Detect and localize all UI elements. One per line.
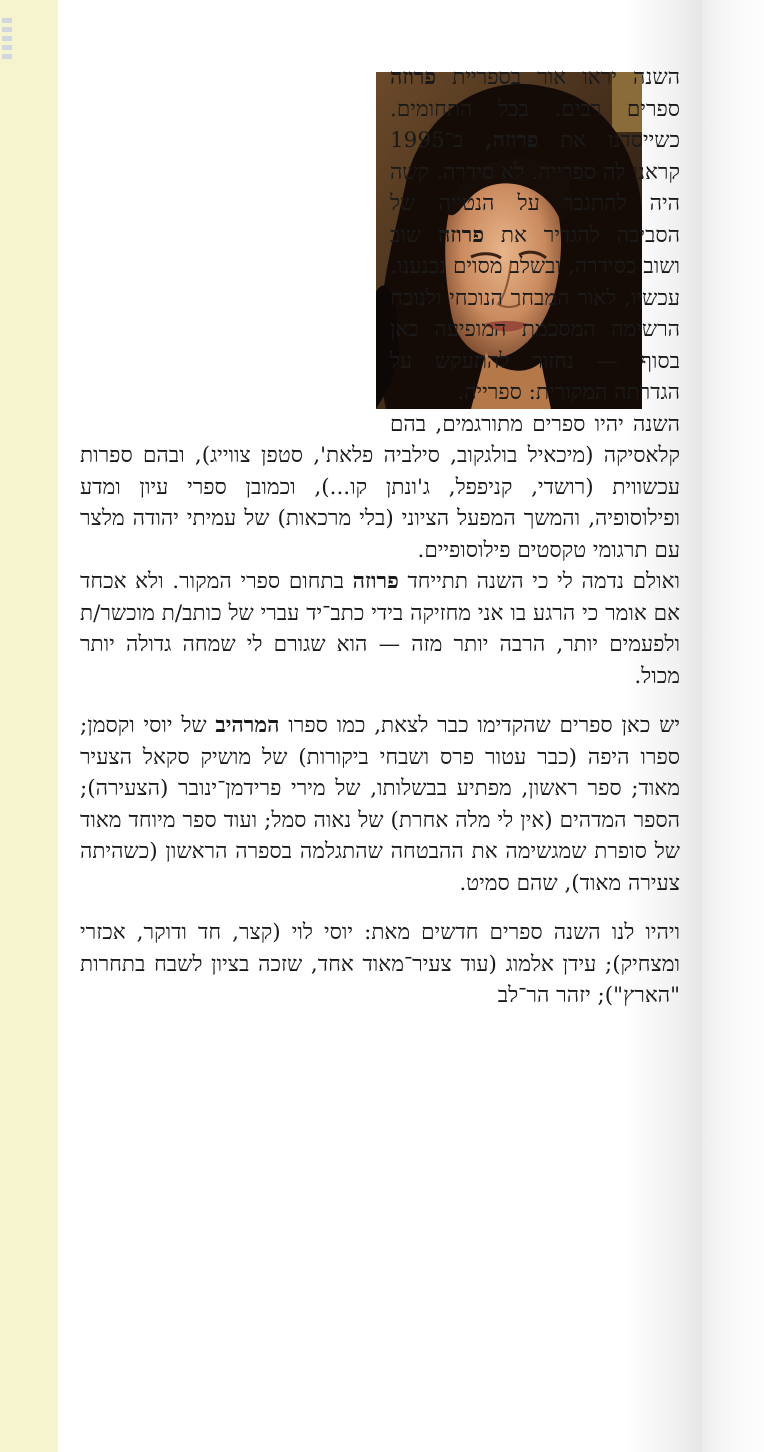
published-text: יש כאן ספרים שהקדימו כבר לצאת, כמו ספרו bbox=[279, 713, 681, 738]
original-text: ואולם נדמה לי כי השנה תתייחד bbox=[398, 569, 680, 594]
brand-name: פרוזה bbox=[352, 569, 399, 594]
book-title: המרהיב bbox=[215, 713, 280, 738]
paragraph-translations: השנה יהיו ספרים מתורגמים, בהם קלאסיקה (מיכאיל בולגקוב, סילביה פלאת', סטפן צווייג), ובהם ספרות עכשווית (רושדי, קניפפל, ג'ונתן קו...), וכמובן ספרי עיון ומדע ופילוסופיה, והמשך המפעל הציוני (בלי מרכאות) של עמיתי יהודה מלצר עם תרגומי טקסטים פילוסופיים. bbox=[80, 411, 680, 563]
paragraph-new-books: ויהיו לנו השנה ספרים חדשים מאת: יוסי לוי (קצר, חד ודוקר, אכזרי ומצחיק); עידן אלמוג (עוד צעיר־מאוד אחד, שזכה בציון לשבח בתחרות "הארץ"); יזהר הר־לב bbox=[80, 920, 680, 1008]
paragraph-published-books bbox=[80, 710, 680, 899]
intro-text-3: ב־1995 קראנו לה ספרייה. לא סידרה. קשה היה להתגבר על הנטייה של הסביבה להגדיר את bbox=[390, 128, 680, 248]
article-body bbox=[80, 62, 680, 1362]
intro-text-4: שוב ושוב כסידרה, ובשלב מסוים נכנענו. עכשיו, לאור המבחר הנוכחי ולנוכח הרשימה המסכמת המופיעה כאן בסוף — נחזור להתעקש על הגדרתה המקורית: ספרייה. bbox=[390, 222, 680, 405]
spine-print-marks bbox=[2, 18, 12, 59]
published-text-2: של יוסי וקסמן; ספרו היפה (כבר עטור פרס ושבחי ביקורות) של מושיק סקאל הצעיר מאוד; ספר ראשון, מפתיע בבשלותו, של מירי פרידמן־ינובר (הצעירה); הספר המדהים (אין לי מלה אחרת) של נאוה סמל; ועוד ספר מיוחד מאוד של סופרת שמגשימה את ההבטחה שהתגלמה בספרה הראשון (כשהיתה צעירה מאוד), שהם סמיט. bbox=[80, 713, 680, 896]
original-text-2: בתחום ספרי המקור. ולא אכחד אם אומר כי הרגע בו אני מחזיקה בידי כתב־יד עברי של כותב/ת מוכשר/ת ולפעמים יותר, הרבה יותר מזה — הוא שגורם לי שמחה גדולה יותר מכול. bbox=[80, 569, 680, 689]
brand-name: פרוזה bbox=[437, 222, 485, 248]
photo-text-wrap-spacer bbox=[80, 62, 390, 422]
page-gutter bbox=[702, 0, 764, 1452]
brand-name: פרוזה, bbox=[484, 128, 539, 153]
intro-text: השנה יראו אור בספריית bbox=[436, 65, 680, 90]
paragraph-original-books bbox=[80, 566, 680, 692]
intro-text-2: ספרים רבים. בכל התחומים. כשייסדנו את bbox=[390, 96, 680, 153]
brand-name: פרוזה bbox=[390, 65, 437, 90]
book-spine-edge bbox=[0, 0, 58, 1452]
